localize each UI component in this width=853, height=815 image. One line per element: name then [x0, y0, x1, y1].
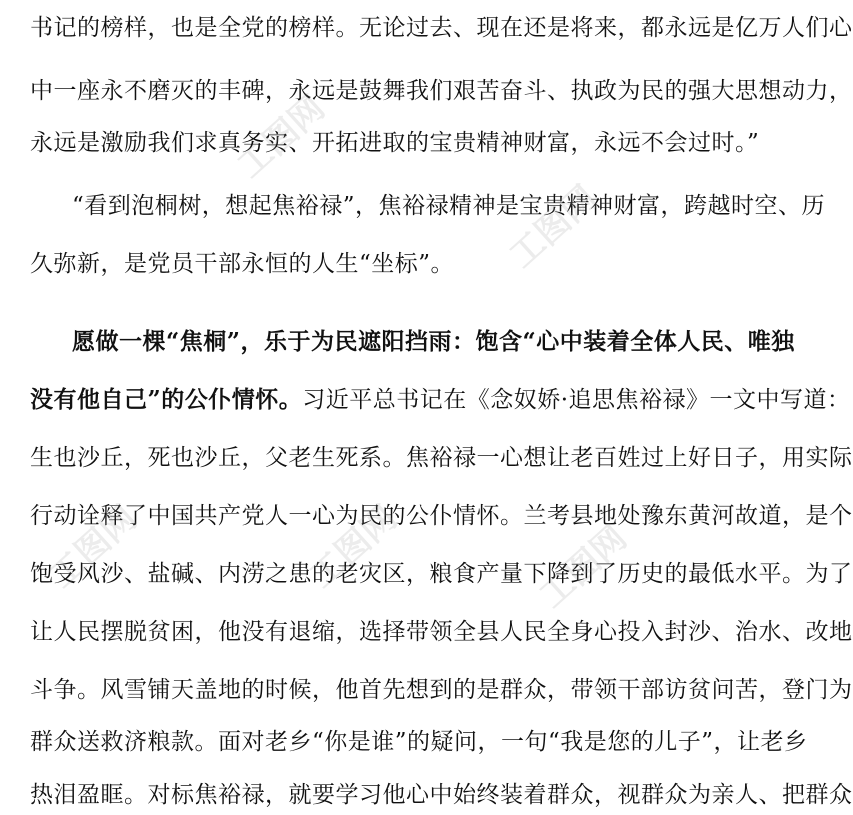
paragraph-3-line-2: 生也沙丘，死也沙丘，父老生死系。焦裕禄一心想让老百姓过上好日子，用实际	[30, 445, 853, 471]
quote-intro: 习近平总书记在《念奴娇·追思焦裕禄》一文中写道：	[302, 387, 851, 413]
paragraph-3-line-3: 行动诠释了中国共产党人一心为民的公仆情怀。兰考县地处豫东黄河故道，是个	[30, 503, 853, 529]
watermark: 工图网	[230, 88, 333, 187]
watermark: 工图网	[532, 518, 635, 617]
watermark: 工图网	[502, 178, 605, 277]
paragraph-1-line-1: 书记的榜样，也是全党的榜样。无论过去、现在还是将来，都永远是亿万人们心	[30, 15, 853, 41]
section-heading-tail: 没有他自己”的公仆情怀。	[30, 386, 303, 413]
paragraph-1-line-2: 中一座永不磨灭的丰碑，永远是鼓舞我们艰苦奋斗、执政为民的强大思想动力，	[30, 78, 853, 104]
paragraph-3-line-8: 热泪盈眶。对标焦裕禄，就要学习他心中始终装着群众，视群众为亲人、把群众	[30, 782, 853, 808]
paragraph-3-line-5: 让人民摆脱贫困，他没有退缩，选择带领全县人民全身心投入封沙、治水、改地	[30, 619, 853, 645]
paragraph-3-line-6: 斗争。风雪铺天盖地的时候，他首先想到的是群众，带领干部访贫问苦，登门为	[30, 677, 853, 703]
paragraph-1-line-3: 永远是激励我们求真务实、开拓进取的宝贵精神财富，永远不会过时。”	[30, 130, 760, 156]
paragraph-3-line-4: 饱受风沙、盐碱、内涝之患的老灾区，粮食产量下降到了历史的最低水平。为了	[30, 561, 853, 587]
watermark: 工图网	[42, 498, 145, 597]
paragraph-3-line-7: 群众送救济粮款。面对老乡“你是谁”的疑问，一句“我是您的儿子”，让老乡	[30, 729, 808, 755]
paragraph-2-line-1: “看到泡桐树，想起焦裕禄”，焦裕禄精神是宝贵精神财富，跨越时空、历	[72, 193, 826, 219]
watermark: 工图网	[302, 498, 405, 597]
paragraph-2-line-2: 久弥新，是党员干部永恒的人生“坐标”。	[30, 251, 455, 277]
section-heading-line-2	[30, 380, 851, 420]
section-heading-line-1: 愿做一棵“焦桐”，乐于为民遮阳挡雨：饱含“心中装着全体人民、唯独	[72, 328, 795, 355]
